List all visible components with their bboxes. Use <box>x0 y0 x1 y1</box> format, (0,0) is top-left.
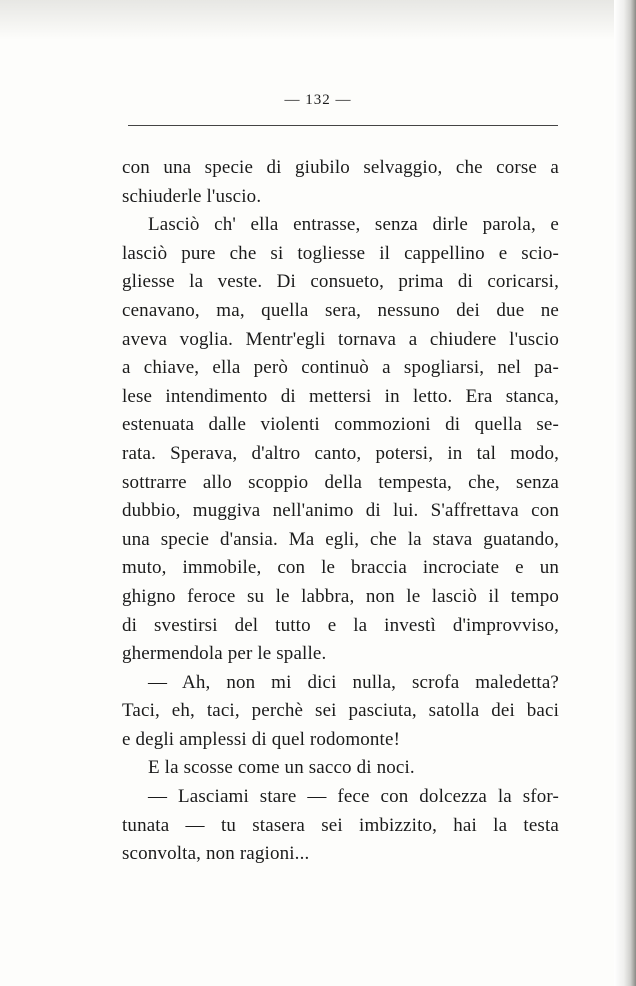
text-line: di svestirsi del tutto e la investì d'improvviso, <box>122 614 559 636</box>
text-line: — Ah, non mi dici nulla, scrofa maledetta? <box>148 671 559 693</box>
text-line: tunata — tu stasera sei imbizzito, hai la testa <box>122 814 559 836</box>
page-edge-shadow <box>614 0 636 986</box>
text-line: E la scosse come un sacco di noci. <box>148 757 415 779</box>
text-line: cenavano, ma, quella sera, nessuno dei due ne <box>122 299 559 321</box>
text-line: muto, immobile, con le braccia incrociate e un <box>122 557 559 579</box>
text-line: estenuata dalle violenti commozioni di quella se- <box>122 414 559 436</box>
text-line: a chiave, ella però continuò a spogliarsi, nel pa- <box>122 357 559 379</box>
text-line: rata. Sperava, d'altro canto, potersi, in tal modo, <box>122 442 559 464</box>
page-top-shadow <box>0 0 636 40</box>
text-line: gliesse la veste. Di consueto, prima di coricarsi, <box>122 271 559 293</box>
text-line: dubbio, muggiva nell'animo di lui. S'affrettava con <box>122 500 559 522</box>
text-line: aveva voglia. Mentr'egli tornava a chiudere l'uscio <box>122 328 559 350</box>
body-text <box>122 154 559 869</box>
text-line: ghigno feroce su le labbra, non le lasciò il tempo <box>122 585 559 607</box>
text-line: sottrarre allo scoppio della tempesta, che, senza <box>122 471 559 493</box>
text-line: e degli amplessi di quel rodomonte! <box>122 728 401 750</box>
text-line: schiuderle l'uscio. <box>122 185 262 207</box>
text-line: — Lasciami stare — fece con dolcezza la sfor- <box>148 786 559 808</box>
text-line: una specie d'ansia. Ma egli, che la stava guatando, <box>122 528 559 550</box>
page-number-header: — 132 — <box>284 92 352 108</box>
text-line: sconvolta, non ragioni... <box>122 843 310 865</box>
text-line: Taci, eh, taci, perchè sei pasciuta, satolla dei baci <box>122 700 559 722</box>
text-line: lese intendimento di mettersi in letto. Era stanca, <box>122 385 559 407</box>
text-line: lasciò pure che si togliesse il cappellino e scio- <box>122 242 559 264</box>
text-line: con una specie di giubilo selvaggio, che corse a <box>122 157 559 178</box>
text-line: ghermendola per le spalle. <box>122 643 327 665</box>
header-rule <box>128 125 558 126</box>
text-line: Lasciò ch' ella entrasse, senza dirle parola, e <box>148 214 559 236</box>
